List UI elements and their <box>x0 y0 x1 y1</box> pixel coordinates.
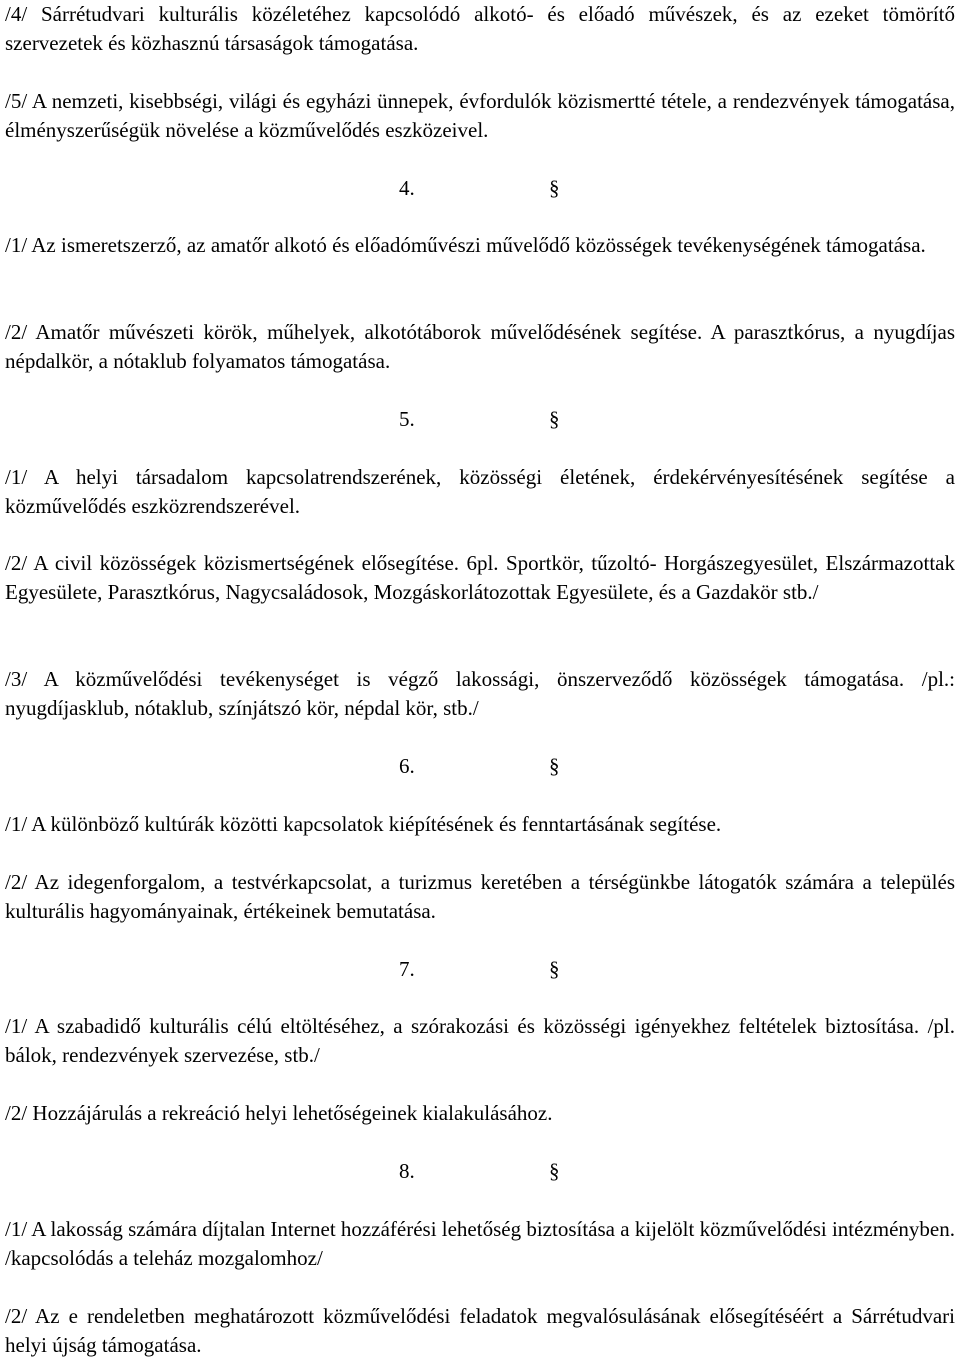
paragraph-6-2: /2/ Az idegenforgalom, a testvérkapcsolat, a turizmus keretében a térségünkbe látogatók számára a település kulturális hagyományainak, értékeinek bemutatása. <box>5 870 955 923</box>
section-sign: § <box>549 176 560 200</box>
section-sign: § <box>549 957 560 981</box>
paragraph-8-1: /1/ A lakosság számára díjtalan Internet hozzáférési lehetőség biztosítása a kijelölt közművelődési intézményben. /kapcsolódás a teleház mozgalomhoz/ <box>5 1217 955 1270</box>
section-heading-4 <box>5 174 955 203</box>
section-sign: § <box>549 407 560 431</box>
paragraph-7-2: /2/ Hozzájárulás a rekreáció helyi lehetőségeinek kialakulásához. <box>5 1101 553 1125</box>
paragraph-4-4: /4/ Sárrétudvari kulturális közéletéhez kapcsolódó alkotó- és előadó művészek, és az ezeket tömörítő szervezetek és közhasznú társaságok támogatása. <box>5 2 955 55</box>
section-number: 7. <box>399 957 415 981</box>
paragraph-7-1: /1/ A szabadidő kulturális célú eltöltéséhez, a szórakozási és közösségi igényekhez feltételek biztosítása. /pl. bálok, rendezvények szervezése, stb./ <box>5 1014 955 1067</box>
section-number: 5. <box>399 407 415 431</box>
section-heading-7 <box>5 955 955 984</box>
paragraph-4-2: /2/ Amatőr művészeti körök, műhelyek, alkotótáborok művelődésének segítése. A parasztkórus, a nyugdíjas népdalkör, a nótaklub folyamatos támogatása. <box>5 320 955 373</box>
section-heading-5 <box>5 405 955 434</box>
section-heading-8 <box>5 1157 955 1186</box>
paragraph-4-1: /1/ Az ismeretszerző, az amatőr alkotó és előadóművészi művelődő közösségek tevékenységének támogatása. <box>5 233 926 257</box>
paragraph-6-1: /1/ A különböző kultúrák közötti kapcsolatok kiépítésének és fenntartásának segítése. <box>5 812 722 836</box>
section-number: 8. <box>399 1159 415 1183</box>
section-heading-6 <box>5 752 955 781</box>
paragraph-5-3: /3/ A közművelődési tevékenységet is végző lakossági, önszerveződő közösségek támogatása. /pl.: nyugdíjasklub, nótaklub, színjátszó kör, népdal kör, stb./ <box>5 667 955 720</box>
section-sign: § <box>549 1159 560 1183</box>
paragraph-5-2: /2/ A civil közösségek közismertségének elősegítése. 6pl. Sportkör, tűzoltó- Horgászegyesület, Elszármazottak Egyesülete, Parasztkórus, Nagycsaládosok, Mozgáskorlátozottak Egyesülete, és a Gazdakör stb./ <box>5 551 955 604</box>
paragraph-5-1: /1/ A helyi társadalom kapcsolatrendszerének, közösségi életének, érdekérvényesítésének segítése a közművelődés eszközrendszerével. <box>5 465 955 518</box>
paragraph-4-5: /5/ A nemzeti, kisebbségi, világi és egyházi ünnepek, évfordulók közismertté tétele, a rendezvények támogatása, élményszerűségük növelése a közművelődés eszközeivel. <box>5 89 955 142</box>
section-number: 4. <box>399 176 415 200</box>
section-sign: § <box>549 754 560 778</box>
paragraph-8-2: /2/ Az e rendeletben meghatározott közművelődési feladatok megvalósulásának elősegítéséért a Sárrétudvari helyi újság támogatása. <box>5 1304 955 1357</box>
section-number: 6. <box>399 754 415 778</box>
